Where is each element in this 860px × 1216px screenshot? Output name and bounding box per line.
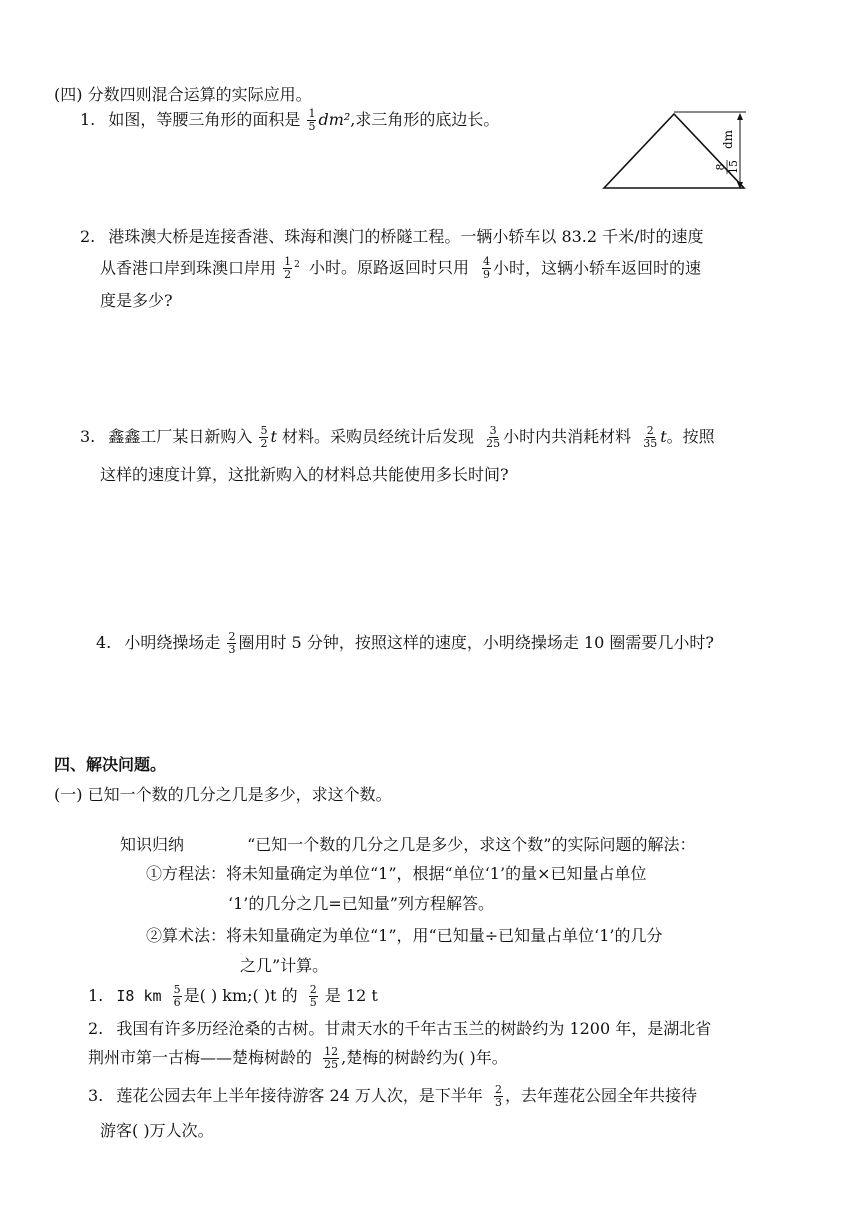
question-text: I8 km xyxy=(116,987,162,1005)
fraction xyxy=(642,425,658,450)
question-text: 荆州市第一古梅——楚梅树龄的 xyxy=(88,1048,313,1067)
fraction xyxy=(173,984,182,1009)
fraction xyxy=(485,425,501,450)
question-3-line-1 xyxy=(80,425,715,450)
fraction-numerator: 2 xyxy=(309,983,317,996)
question-number: 3. xyxy=(88,1086,104,1105)
question-text: 港珠澳大桥是连接香港、珠海和澳门的桥隧工程。一辆小轿车以 83.2 千米/时的速度 xyxy=(108,227,704,246)
fraction-denominator: 2 xyxy=(284,268,292,282)
fraction-denominator: 25 xyxy=(486,437,501,450)
question-2-line-2 xyxy=(100,254,701,281)
question-1 xyxy=(80,108,499,133)
fraction-denominator: 25 xyxy=(324,1058,339,1071)
question-4 xyxy=(96,631,714,656)
fraction-numerator: 2 xyxy=(228,630,236,643)
problem-3-line-1 xyxy=(88,1084,697,1109)
question-text: ,求三角形的底边长。 xyxy=(350,110,500,129)
question-text: ，去年莲花公园全年共接待 xyxy=(505,1086,698,1105)
fraction xyxy=(307,108,316,133)
question-text: 从香港口岸到珠澳口岸用 xyxy=(100,258,277,278)
question-number: 3. xyxy=(80,427,96,446)
unit-text: t xyxy=(270,427,277,446)
method-text: ①方程法：将未知量确定为单位“1”，根据“单位‘1’的量×已知量占单位 xyxy=(146,864,647,883)
problem-1 xyxy=(88,984,378,1009)
fraction-denominator: 3 xyxy=(495,1096,502,1109)
section-title-text: 四、解决问题。 xyxy=(54,755,167,774)
question-text: 是( ) km;( )t 的 xyxy=(183,986,298,1005)
question-text: 度是多少? xyxy=(100,291,173,310)
height-label-unit: dm xyxy=(721,129,735,149)
fraction-numerator: 5 xyxy=(260,424,268,437)
fraction-denominator: 6 xyxy=(173,996,181,1009)
fraction-denominator: 35 xyxy=(643,437,658,450)
question-text: 我国有许多历经沧桑的古树。甘肃天水的千年古玉兰的树龄约为 1200 年，是湖北省 xyxy=(116,1019,712,1038)
section-heading xyxy=(54,84,312,106)
fraction-denominator: 5 xyxy=(308,120,316,133)
fraction-numerator: 5 xyxy=(173,983,181,996)
question-number: 1. xyxy=(80,110,96,129)
fraction xyxy=(323,1046,339,1071)
problem-2-line-1 xyxy=(88,1018,711,1040)
fraction-numerator: 12 xyxy=(324,1045,339,1058)
section-heading-text: (四) 分数四则混合运算的实际应用。 xyxy=(54,85,312,104)
fraction xyxy=(259,425,268,450)
question-text: 小时内共消耗材料 xyxy=(503,427,632,446)
fraction xyxy=(309,984,318,1009)
method-1-line-2 xyxy=(228,893,494,915)
unit-text: dm² xyxy=(318,110,351,129)
knowledge-intro-text: “已知一个数的几分之几是多少，求这个数”的实际问题的解法： xyxy=(247,835,696,854)
fraction xyxy=(283,256,292,281)
question-text: ,楚梅的树龄约为( )年。 xyxy=(341,1048,508,1067)
fraction xyxy=(227,631,236,656)
fraction-denominator: 5 xyxy=(309,996,317,1009)
fraction-numerator: 2 xyxy=(646,424,654,437)
method-2-line-2 xyxy=(240,955,328,977)
triangle-shape xyxy=(604,114,744,188)
question-text: 莲花公园去年上半年接待游客 24 万人次，是下半年 xyxy=(116,1086,483,1105)
fraction-denominator: 3 xyxy=(228,643,236,656)
method-text: ②算术法：将未知量确定为单位“1”，用“已知量÷已知量占单位‘1’的几分 xyxy=(146,926,663,945)
problem-2-line-2 xyxy=(88,1046,508,1071)
question-text: 是 12 t xyxy=(324,986,378,1005)
question-text: 小明绕操场走 xyxy=(124,633,221,652)
section-title xyxy=(54,754,166,776)
height-label-denominator: 15 xyxy=(727,160,740,174)
subsection-heading-text: (一) 已知一个数的几分之几是多少，求这个数。 xyxy=(54,785,392,804)
method-1-line-1 xyxy=(146,863,646,885)
question-3-line-2 xyxy=(100,464,509,486)
method-text: 之几”计算。 xyxy=(240,956,329,975)
question-text: 游客( )万人次。 xyxy=(100,1121,214,1140)
question-number: 4. xyxy=(96,633,112,652)
question-text: 小时，这辆小轿车返回时的速 xyxy=(493,258,702,278)
fraction-denominator: 2 xyxy=(260,437,268,450)
method-2-line-1 xyxy=(146,925,662,947)
question-text: 鑫鑫工厂某日新购入 xyxy=(108,427,253,446)
height-label-numerator: 8 xyxy=(714,163,727,171)
problem-3-line-2 xyxy=(100,1120,214,1142)
question-2-line-1 xyxy=(80,226,704,248)
fraction-numerator: 3 xyxy=(489,424,497,437)
subsection-heading xyxy=(54,784,392,806)
knowledge-intro xyxy=(120,834,695,856)
question-number: 1. xyxy=(88,986,104,1005)
fraction-denominator: 9 xyxy=(483,268,491,282)
fraction-numerator: 2 xyxy=(495,1083,502,1096)
question-number: 2. xyxy=(80,227,96,246)
arrow-up-icon xyxy=(737,113,743,120)
fraction xyxy=(482,256,491,281)
height-label xyxy=(714,129,740,174)
question-2-line-3 xyxy=(100,290,173,312)
superscript-mark: 2 xyxy=(294,260,300,270)
isosceles-triangle-figure xyxy=(596,108,756,198)
question-text: 。按照 xyxy=(666,427,715,446)
unit-text: t xyxy=(660,427,667,446)
knowledge-label: 知识归纳 xyxy=(120,835,185,854)
question-text: 材料。采购员经统计后发现 xyxy=(282,427,475,446)
fraction-numerator: 4 xyxy=(483,255,491,269)
question-number: 2. xyxy=(88,1019,104,1038)
question-text: 小时。原路返回时只用 xyxy=(308,258,469,278)
fraction-numerator: 1 xyxy=(308,107,316,120)
question-text: 如图，等腰三角形的面积是 xyxy=(108,110,301,129)
method-text: ‘1’的几分之几=已知量”列方程解答。 xyxy=(228,894,494,913)
fraction xyxy=(494,1084,503,1109)
question-text: 这样的速度计算，这批新购入的材料总共能使用多长时间? xyxy=(100,465,509,484)
fraction-numerator: 1 xyxy=(284,255,292,269)
question-text: 圈用时 5 分钟，按照这样的速度，小明绕操场走 10 圈需要几小时? xyxy=(238,633,714,652)
